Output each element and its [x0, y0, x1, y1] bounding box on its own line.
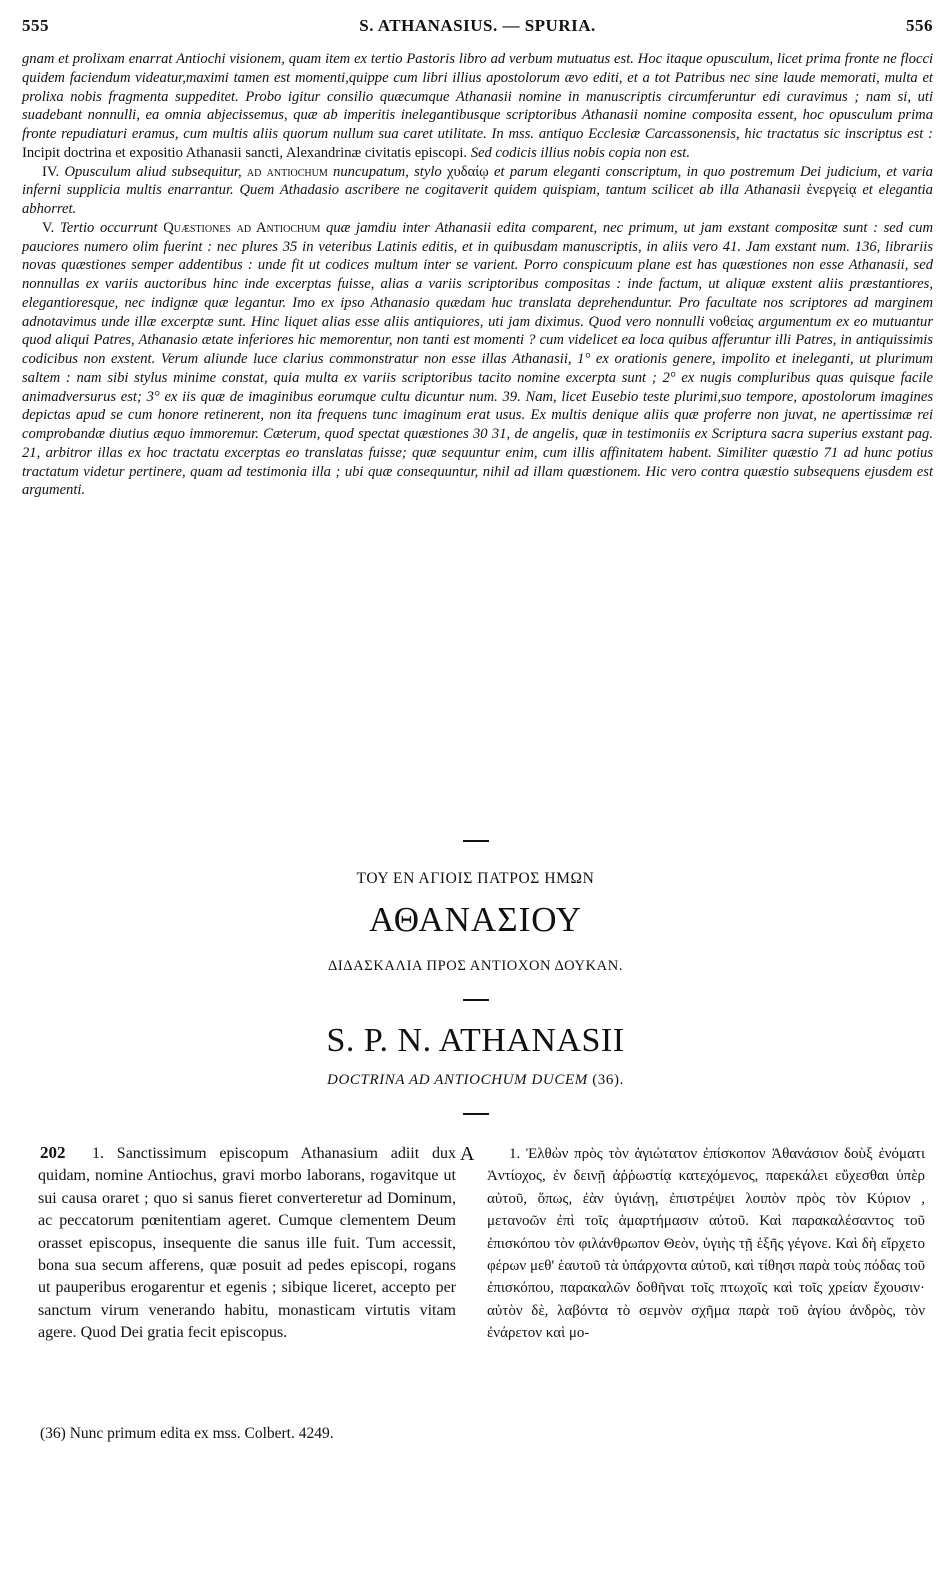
- footnote: (36) Nunc primum edita ex mss. Colbert. 4249.: [40, 1425, 334, 1442]
- running-title: S. ATHANASIUS. — SPURIA.: [359, 16, 596, 35]
- running-header: [22, 16, 933, 42]
- intro-paragraph-2: IV. Opusculum aliud subsequitur, ad antiochum nuncupatum, stylo χυδαίῳ et parum eleganti conscriptum, in quo postremum Dei judicium, et varia inferni supplicia multis enarrantur. Quem Athadasio ascribere ne cogitaverit quidem quispiam, tantum scilicet ab illa Athanasii ἐνεργείᾳ et elegantia abhorret.: [22, 163, 933, 217]
- greek-title-line-3: ΔΙΔΑΣΚΑΛΙΑ ΠΡΟΣ ΑΝΤΙΟΧΟΝ ΔΟΥΚΑΝ.: [327, 958, 624, 974]
- divider-rule-2: [463, 999, 489, 1001]
- divider-rule-1: [463, 840, 489, 842]
- marginal-letter: A: [460, 1143, 475, 1165]
- greek-title-line-1: ΤΟΥ ΕΝ ΑΓΙΟΙΣ ΠΑΤΡΟΣ ΗΜΩΝ: [356, 870, 595, 887]
- intro-paragraph-1: gnam et prolixam enarrat Antiochi visionem, quam item ex tertio Pastoris libro ad verbum mutuatus est. Hoc itaque opusculum, licet prima fronte ne flocci quidem faciendum videatur,maximi tamen est momenti,quippe cum libri illius apostolorum ævo editi, et a tot Patribus nec sine laude memorati, multa et prolixa nobis fragmenta suppeditet. Probo igitur consilio quæcumque Athanasii nomine in manuscriptis circumferuntur edi curavimus ; nam si, uti suadebant nonnulli, ea omnia abjecissemus, quæ ab imperitis inelegantibusque scriptoribus Athanasii nomine composita essent, hoc opusculum prima fronte repudiaturi eramus, cum multis aliis quorum nullum sua caret utilitate. In mss. antiquo Ecclesiæ Carcassonensis, hic tractatus sic inscriptus est : Incipit doctrina et expositio Athanasii sancti, Alexandrinæ civitatis episcopi. Sed codicis illius nobis copia non est.: [22, 51, 933, 161]
- column-number: 202: [40, 1143, 66, 1162]
- greek-column: [487, 1143, 925, 1345]
- latin-subtitle: DOCTRINA AD ANTIOCHUM DUCEM (36).: [327, 1072, 624, 1088]
- intro-paragraph-3: V. Tertio occurrunt Quæstiones ad Antiochum quæ jamdiu inter Athanasii edita comparent, nec primum, ut jam exstant compositæ sunt : sed cum pauciores numero olim fuerint : nec plures 35 in veteribus Latinis editis, et in quibusdam manuscriptis, in aliis vero 41. Jam exstant num. 136, librariis novas quæstiones semper addentibus : unde fit ut codices multum inter se varient. Porro conspicuum plane est has quæstiones non esse Athanasii, sed nonnullas ex variis auctoribus hinc inde excerptas fuisse, alias a variis scriptoribus compositas : inde factum, ut aliquæ exstent aliis præstantiores, elegantioresque, nec indignæ quæ legantur. Imo ex ipso Athanasio quædam huc translata deprehenduntur. Pro facultate nos scriptores ad marginem adnotavimus unde illæ excerptæ sunt. Hinc liquet alias esse aliis antiquiores, uti jam diximus. Quod vero nonnulli νοθείας argumentum ex eo mutuantur quod aliqui Patres, Athanasio ætate inferiores hic memorentur, non tanti est momenti ? cum videlicet ea loca quibus afferuntur illi Patres, in antiquissimis codicibus non exstent. Verum aliunde luce clarius commonstratur non esse illas Athanasii, 1° ex orationis genere, impolito et ineleganti, ut plurimum saltem : nam sibi stylus minime constat, quia multa ex variis scriptoribus tacito nomine excerpta sunt ; 2° ex nugis compluribus quas quisque facile animadversurus est; 3° ex iis quæ de imaginibus eorumque cultu dicuntur num. 39. Nam, licet Eusebio teste plurimi,suo tempore, apostolorum imagines depictas apud se cum honore retinerent, non ita frequens tunc imaginum erat usus. Ex multis denique aliis quæ proferre non juvat, ne apertissimæ rei comprobandæ diutius æquo immoremur. Cæterum, quod spectat quæstiones 30 31, de angelis, quæ in testimoniis ex Scriptura sacra superius exstant pag. 21, arbitror illas ex hoc tractatu excerptas eo translatas fuisse; quæ sequuntur enim, cum illis affinitatem habent. Similiter quæstio 71 ad hunc potius tractatum videtur pertinere, quam ad testimonia illa ; ubi quæ consequuntur, nihil ad illam quæstionem. Hic vero contra quæstio subsequens ejusdem est argumenti.: [22, 219, 934, 499]
- latin-column: [38, 1143, 456, 1345]
- page-number-right: 556: [906, 16, 933, 35]
- latin-paragraph: 1. Sanctissimum episcopum Athanasium adiit dux quidam, nomine Antiochus, gravi morbo laborans, rogavitque ut sui causa oraret ; quo si sanus fieret converteretur ad Dominum, ac peccatorum pœnitentiam ageret. Cumque clementem Deum orasset episcopus, insequente die sanus ille fuit. Tum accessit, bona sua secum afferens, quæ posuit ad pedes episcopi, rogans ut pauperibus erogarentur et egenis ; sibique liceret, accepto per sanctum virum venerando habitu, monasticam virtutis vitam agere. Quod Dei gratia fecit episcopus.: [38, 1145, 456, 1342]
- greek-paragraph: 1. Ἐλθὼν πρὸς τὸν ἁγιώτατον ἐπίσκοπον Ἀθανάσιον δοὺξ ἐνόματι Ἀντίοχος, ἐν δεινῇ ἀῤῥωστίᾳ κατεχόμενος, παρεκάλει εὔχεσθαι ὑπὲρ αὐτοῦ, ὅπως, ἐὰν ὑγιάνῃ, ἐπιστρέψει λοιπὸν πρὸς τὸν Κύριον , μετανοῶν ἐπὶ τοῖς ἁμαρτήμασιν αὐτοῦ. Καὶ παρακαλέσαντος τοῦ ἐπισκόπου τὸν φιλάνθρωπον Θεὸν, ὑγιὴς τῇ ἑξῆς γέγονε. Καὶ δὴ εἴρχετο φέρων μεθ' ἑαυτοῦ τὰ ὑπάρχοντα αὐτοῦ, καὶ τίθησι παρὰ τοὺς πόδας τοῦ ἐπισκόπου, παρακαλῶν δοθῆναι τοῖς πτωχοῖς καὶ τοῖς χρείαν ἔχουσιν· αὐτὸν δὲ, λαβόντα τὸ σεμνὸν σχῆμα παρὰ τοῦ ἁγίου ἀνδρὸς, τὸν ἐνάρετον καὶ μο-: [487, 1146, 925, 1342]
- divider-rule-3: [463, 1113, 489, 1115]
- greek-title-name: ΑΘΑΝΑΣΙΟΥ: [368, 900, 583, 939]
- latin-title-name: S. P. N. ATHANASII: [326, 1022, 625, 1059]
- page-number-left: 555: [22, 16, 49, 35]
- intro-text: [22, 50, 933, 500]
